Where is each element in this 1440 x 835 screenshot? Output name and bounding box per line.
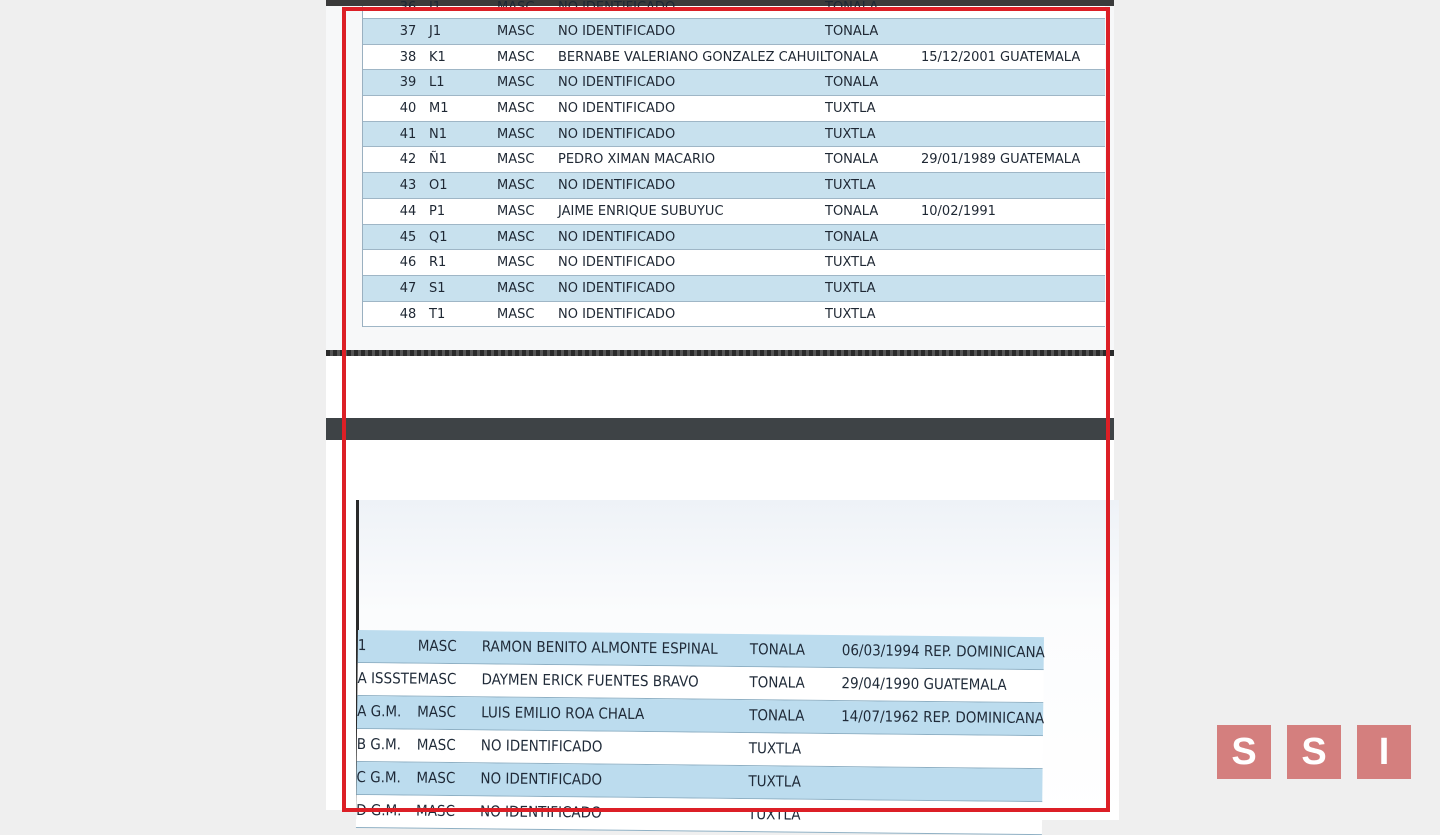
row-code: Ñ1 <box>429 152 447 168</box>
bottom-document-page <box>326 440 1114 824</box>
row-code: 1 <box>357 635 367 655</box>
row-name: PEDRO XIMAN MACARIO <box>558 152 716 168</box>
row-sex: MASC <box>497 280 535 296</box>
table-row <box>363 225 1105 251</box>
row-name: LUIS EMILIO ROA CHALA <box>481 703 645 724</box>
row-city: TONALA <box>749 673 805 692</box>
row-code: M1 <box>429 101 449 117</box>
row-code: I1 <box>429 0 442 15</box>
row-name: DAYMEN ERICK FUENTES BRAVO <box>481 670 699 691</box>
row-sex: MASC <box>417 636 457 656</box>
row-date-origin: 14/07/1962 REP. DOMINICANA <box>841 707 1045 728</box>
row-number: 36 <box>399 0 417 15</box>
row-number: 43 <box>399 178 417 194</box>
row-city: TONALA <box>749 706 805 725</box>
row-sex: MASC <box>497 75 535 91</box>
top-document-page <box>326 0 1114 350</box>
table-row <box>363 173 1105 199</box>
row-name: NO IDENTIFICADO <box>558 255 676 271</box>
row-sex: MASC <box>416 801 456 821</box>
row-date-origin: 06/03/1994 REP. DOMINICANA <box>841 641 1045 662</box>
row-name: NO IDENTIFICADO <box>558 126 676 142</box>
row-city: TONALA <box>825 203 879 219</box>
row-number: 40 <box>399 101 417 117</box>
table-row <box>363 147 1105 173</box>
row-number: 42 <box>399 152 417 168</box>
row-city: TUXTLA <box>825 101 876 117</box>
row-name: NO IDENTIFICADO <box>558 306 676 322</box>
table-row <box>363 19 1105 45</box>
row-code: L1 <box>429 75 445 91</box>
logo-letter: S <box>1217 725 1271 779</box>
row-name: NO IDENTIFICADO <box>558 0 676 15</box>
top-table <box>362 0 1105 327</box>
row-sex: MASC <box>497 203 535 219</box>
row-city: TUXTLA <box>747 805 801 824</box>
row-name: NO IDENTIFICADO <box>558 101 676 117</box>
table-row <box>363 45 1105 71</box>
row-code: T1 <box>429 306 446 322</box>
row-sex: MASC <box>497 24 535 39</box>
row-sex: MASC <box>497 152 535 168</box>
bottom-table <box>356 630 1044 835</box>
row-number: 47 <box>399 280 417 296</box>
table-row <box>363 199 1105 225</box>
row-sex: MASC <box>497 0 535 15</box>
row-city: TONALA <box>825 0 879 15</box>
row-number: 37 <box>399 24 417 39</box>
row-number: 39 <box>399 75 417 91</box>
row-city: TUXTLA <box>825 306 876 322</box>
row-city: TUXTLA <box>825 255 876 271</box>
row-city: TONALA <box>825 152 879 168</box>
row-code: N1 <box>429 126 447 142</box>
row-city: TUXTLA <box>825 280 876 296</box>
row-city: TUXTLA <box>825 126 876 142</box>
row-sex: MASC <box>497 126 535 142</box>
row-sex: MASC <box>416 735 456 755</box>
table-row <box>363 122 1105 148</box>
row-code: C G.M. <box>356 767 401 787</box>
row-city: TONALA <box>825 49 879 65</box>
row-date-origin: 29/04/1990 GUATEMALA <box>841 674 1007 694</box>
row-number: 45 <box>399 229 417 245</box>
row-city: TONALA <box>749 640 806 659</box>
row-sex: MASC <box>497 49 535 65</box>
row-code: P1 <box>429 203 446 219</box>
table-row <box>363 302 1105 328</box>
row-name: BERNABE VALERIANO GONZALEZ CAHUIL <box>558 49 827 65</box>
table-row <box>363 96 1105 122</box>
row-date-origin: 29/01/1989 GUATEMALA <box>921 152 1081 168</box>
table-row <box>356 795 1042 835</box>
row-number: 46 <box>399 255 417 271</box>
row-name: JAIME ENRIQUE SUBUYUC <box>558 203 724 219</box>
row-sex: MASC <box>497 101 535 117</box>
row-city: TUXTLA <box>748 772 801 791</box>
row-city: TONALA <box>825 229 879 245</box>
row-code: Q1 <box>429 229 448 245</box>
row-number: 44 <box>399 203 417 219</box>
row-sex: MASC <box>417 669 457 689</box>
row-city: TONALA <box>825 75 879 91</box>
row-name: NO IDENTIFICADO <box>558 280 676 296</box>
row-name: NO IDENTIFICADO <box>558 229 676 245</box>
row-code: A ISSSTE <box>357 668 418 688</box>
row-sex: MASC <box>416 768 456 788</box>
table-row <box>363 0 1105 19</box>
row-sex: MASC <box>497 178 535 194</box>
row-code: B G.M. <box>356 734 402 754</box>
document-photo <box>326 0 1114 824</box>
row-name: NO IDENTIFICADO <box>558 24 676 39</box>
row-date-origin: 10/02/1991 <box>921 203 996 219</box>
row-code: D G.M. <box>356 800 402 820</box>
logo-letter: S <box>1287 725 1341 779</box>
row-name: RAMON BENITO ALMONTE ESPINAL <box>481 637 718 658</box>
row-code: S1 <box>429 280 446 296</box>
row-sex: MASC <box>497 229 535 245</box>
row-name: NO IDENTIFICADO <box>558 75 676 91</box>
row-number: 38 <box>399 49 417 65</box>
dark-divider-band <box>326 418 1114 440</box>
table-row <box>363 250 1105 276</box>
row-city: TONALA <box>825 24 879 39</box>
row-name: NO IDENTIFICADO <box>480 802 602 822</box>
row-date-origin: 15/12/2001 GUATEMALA <box>921 49 1081 65</box>
row-code: R1 <box>429 255 447 271</box>
logo-letter: I <box>1357 725 1411 779</box>
row-code: O1 <box>429 178 448 194</box>
row-city: TUXTLA <box>825 178 876 194</box>
row-sex: MASC <box>497 306 535 322</box>
blank-area <box>326 356 1114 418</box>
row-code: J1 <box>429 24 442 39</box>
ssi-logo <box>1217 725 1411 779</box>
row-code: A G.M. <box>357 701 402 721</box>
row-name: NO IDENTIFICADO <box>558 178 676 194</box>
table-row <box>363 276 1105 302</box>
row-code: K1 <box>429 49 446 65</box>
table-row <box>363 70 1105 96</box>
row-number: 48 <box>399 306 417 322</box>
row-name: NO IDENTIFICADO <box>480 736 603 756</box>
row-name: NO IDENTIFICADO <box>480 769 603 789</box>
row-number: 41 <box>399 126 417 142</box>
row-city: TUXTLA <box>748 739 802 758</box>
row-sex: MASC <box>417 702 457 722</box>
row-sex: MASC <box>497 255 535 271</box>
